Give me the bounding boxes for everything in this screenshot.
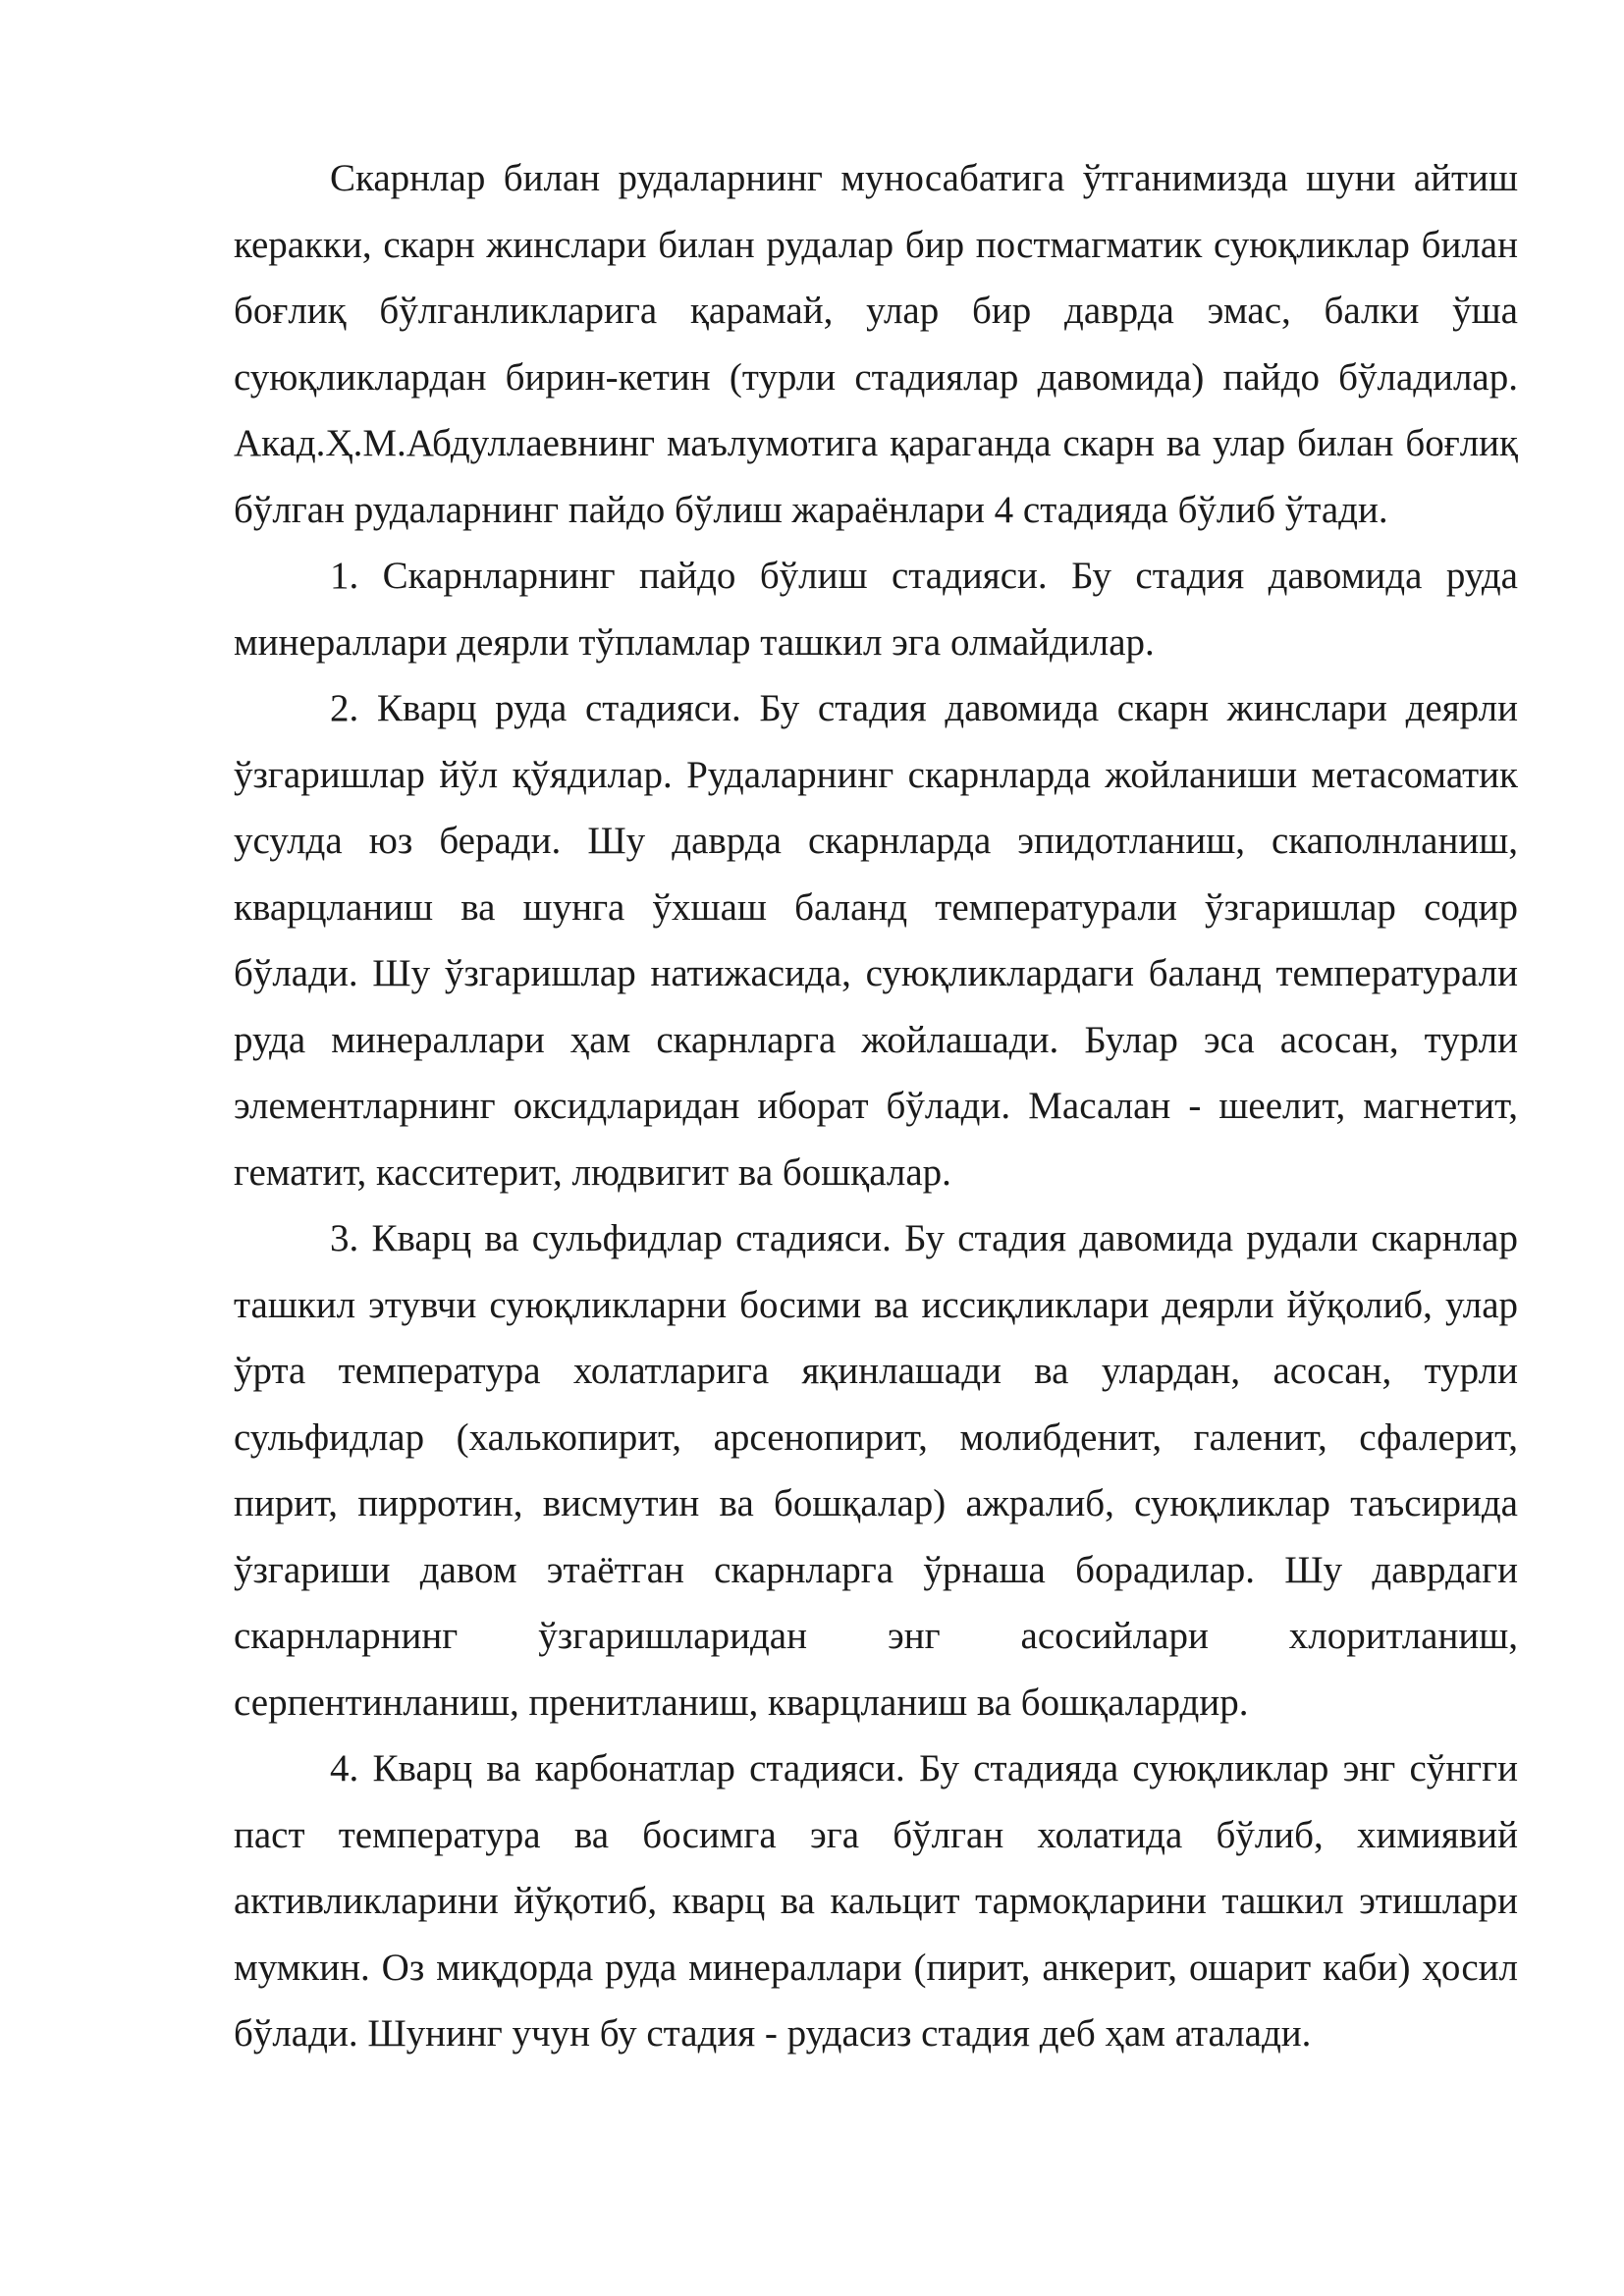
stage-3-paragraph: 3. Кварц ва сульфидлар стадияси. Бу стадия давомида рудали скарнлар ташкил этувчи суюқликларни босими ва иссиқликлари деярли йўқолиб, улар ўрта температура холатларига яқинлашади ва улардан, асосан, турли сульфидлар (халькопирит, арсенопирит, молибденит, галенит, сфалерит, пирит, пирротин, висмутин ва бошқалар) ажралиб, суюқликлар таъсирида ўзгариши давом этаётган скарнларга ўрнаша борадилар. Шу даврдаги скарнларнинг ўзгаришларидан энг асосийлари хлоритланиш, серпентинланиш, пренитланиш, кварцланиш ва бошқалардир. xyxy=(234,1217,1518,1724)
document-page xyxy=(234,145,1518,2067)
intro-paragraph: Скарнлар билан рудаларнинг муносабатига ўтганимизда шуни айтиш керакки, скарн жинслари билан рудалар бир постмагматик суюқликлар билан боғлиқ бўлганликларига қарамай, улар бир даврда эмас, балки ўша суюқликлардан бирин-кетин (турли стадиялар давомида) пайдо бўладилар. Акад.Ҳ.М.Абдуллаевнинг маълумотига қараганда скарн ва улар билан боғлиқ бўлган рудаларнинг пайдо бўлиш жараёнлари 4 стадияда бўлиб ўтади. xyxy=(234,157,1518,531)
stage-2-paragraph: 2. Кварц руда стадияси. Бу стадия давомида скарн жинслари деярли ўзгаришлар йўл қўядилар. Рудаларнинг скарнларда жойланиши метасоматик усулда юз беради. Шу даврда скарнларда эпидотланиш, скаполнланиш, кварцланиш ва шунга ўхшаш баланд температурали ўзгаришлар содир бўлади. Шу ўзгаришлар натижасида, суюқликлардаги баланд температурали руда минераллари ҳам скарнларга жойлашади. Булар эса асосан, турли элементларнинг оксидларидан иборат бўлади. Масалан - шеелит, магнетит, гематит, касситерит, людвигит ва бошқалар. xyxy=(234,687,1518,1194)
stage-4-paragraph: 4. Кварц ва карбонатлар стадияси. Бу стадияда суюқликлар энг сўнгги паст температура ва босимга эга бўлган холатида бўлиб, химиявий активликларини йўқотиб, кварц ва кальцит тармоқларини ташкил этишлари мумкин. Оз миқдорда руда минераллари (пирит, анкерит, ошарит каби) ҳосил бўлади. Шунинг учун бу стадия - рудасиз стадия деб ҳам аталади. xyxy=(234,1747,1518,2055)
stage-1-paragraph: 1. Скарнларнинг пайдо бўлиш стадияси. Бу стадия давомида руда минераллари деярли тўпламлар ташкил эга олмайдилар. xyxy=(234,555,1518,664)
